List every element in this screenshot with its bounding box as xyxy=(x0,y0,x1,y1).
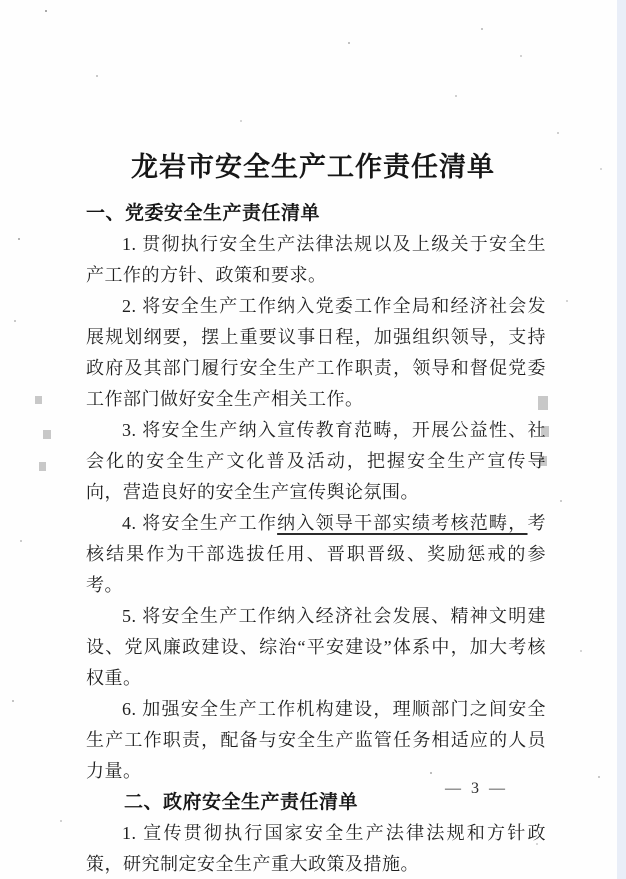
margin-smudge xyxy=(39,462,46,471)
scan-edge-stripe xyxy=(617,0,626,879)
item-4-text-before-underline: 4. 将安全生产工作 xyxy=(122,513,278,533)
page-number: — 3 — xyxy=(445,780,508,797)
section-1-item-4 xyxy=(86,508,546,601)
item-4-hand-underlined-text: 纳入领导干部实绩考核范畴， xyxy=(277,513,528,533)
scan-noise-speckles xyxy=(0,0,2,2)
section-1-item-2: 2. 将安全生产工作纳入党委工作全局和经济社会发展规划纲要，摆上重要议事日程，加强组织领导，支持政府及其部门履行安全生产工作职责，领导和督促党委工作部门做好安全生产相关工作。 xyxy=(86,296,546,409)
section-1-heading: 一、党委安全生产责任清单 xyxy=(86,203,321,224)
section-2-heading: 二、政府安全生产责任清单 xyxy=(124,792,359,813)
item-4-text-after-underline: 考核结果作为干部选拔任用、晋职晋级、奖励惩戒的参考。 xyxy=(86,513,547,595)
section-2-item-1: 1. 宣传贯彻执行国家安全生产法律法规和方针政策，研究制定安全生产重大政策及措施。 xyxy=(86,823,546,874)
section-1-item-3: 3. 将安全生产纳入宣传教育范畴，开展公益性、社会化的安全生产文化普及活动，把握安全生产宣传导向，营造良好的安全生产宣传舆论氛围。 xyxy=(86,420,546,502)
section-1-item-5: 5. 将安全生产工作纳入经济社会发展、精神文明建设、党风廉政建设、综治“平安建设”体系中，加大考核权重。 xyxy=(86,606,546,688)
section-1-item-1: 1. 贯彻执行安全生产法律法规以及上级关于安全生产工作的方针、政策和要求。 xyxy=(86,234,546,285)
section-1-item-6: 6. 加强安全生产工作机构建设，理顺部门之间安全生产工作职责，配备与安全生产监管任务相适应的人员力量。 xyxy=(86,699,546,781)
document-title: 龙岩市安全生产工作责任清单 xyxy=(131,152,495,182)
margin-smudge xyxy=(43,430,51,439)
document-body xyxy=(86,198,546,879)
margin-smudge xyxy=(35,396,42,404)
